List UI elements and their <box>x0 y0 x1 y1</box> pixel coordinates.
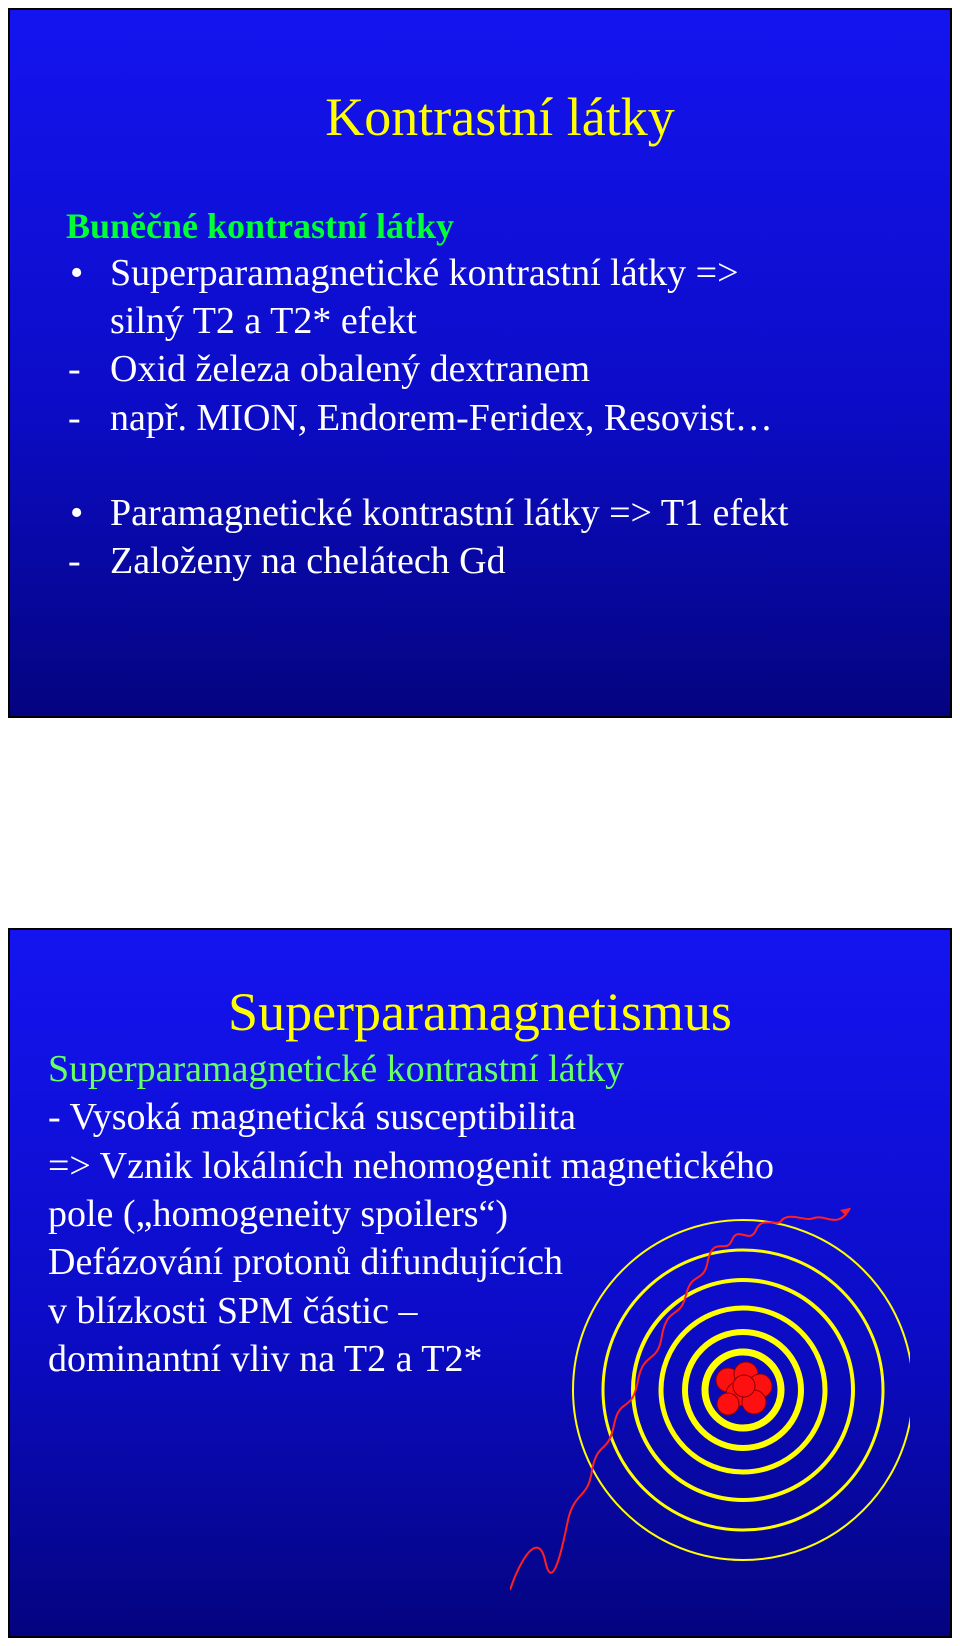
list-item: Založeny na chelátech Gd <box>110 540 506 582</box>
text-line: Defázování protonů difundujících <box>48 1241 563 1283</box>
slide-superparamagnetismus <box>8 928 952 1638</box>
list-item: Superparamagnetické kontrastní látky => <box>110 252 739 294</box>
slide-title: Superparamagnetismus <box>228 982 732 1042</box>
slide-kontrastni-latky <box>8 8 952 718</box>
text-line: - Vysoká magnetická susceptibilita <box>48 1096 577 1138</box>
list-item: např. MION, Endorem-Feridex, Resovist… <box>110 397 773 439</box>
section-heading: Buněčné kontrastní látky <box>66 206 455 246</box>
spm-particle-illustration <box>510 1200 910 1620</box>
slide-title: Kontrastní látky <box>325 87 675 147</box>
dash-marker: - <box>68 348 81 390</box>
text-line: dominantní vliv na T2 a T2* <box>48 1338 483 1380</box>
text-line: pole („homogeneity spoilers“) <box>48 1193 509 1235</box>
list-item: Paramagnetické kontrastní látky => T1 efekt <box>110 492 789 534</box>
dash-marker: - <box>68 397 81 439</box>
text-line: v blízkosti SPM částic – <box>48 1290 418 1332</box>
list-item: silný T2 a T2* efekt <box>110 300 417 342</box>
spm-particle-cluster <box>716 1362 772 1415</box>
dash-marker: - <box>68 540 81 582</box>
list-item: Oxid železa obalený dextranem <box>110 348 591 390</box>
bullet-marker: • <box>70 252 84 294</box>
text-line: => Vznik lokálních nehomogenit magnetického <box>48 1145 774 1187</box>
bullet-marker: • <box>70 492 84 534</box>
section-heading: Superparamagnetické kontrastní látky <box>48 1048 625 1090</box>
